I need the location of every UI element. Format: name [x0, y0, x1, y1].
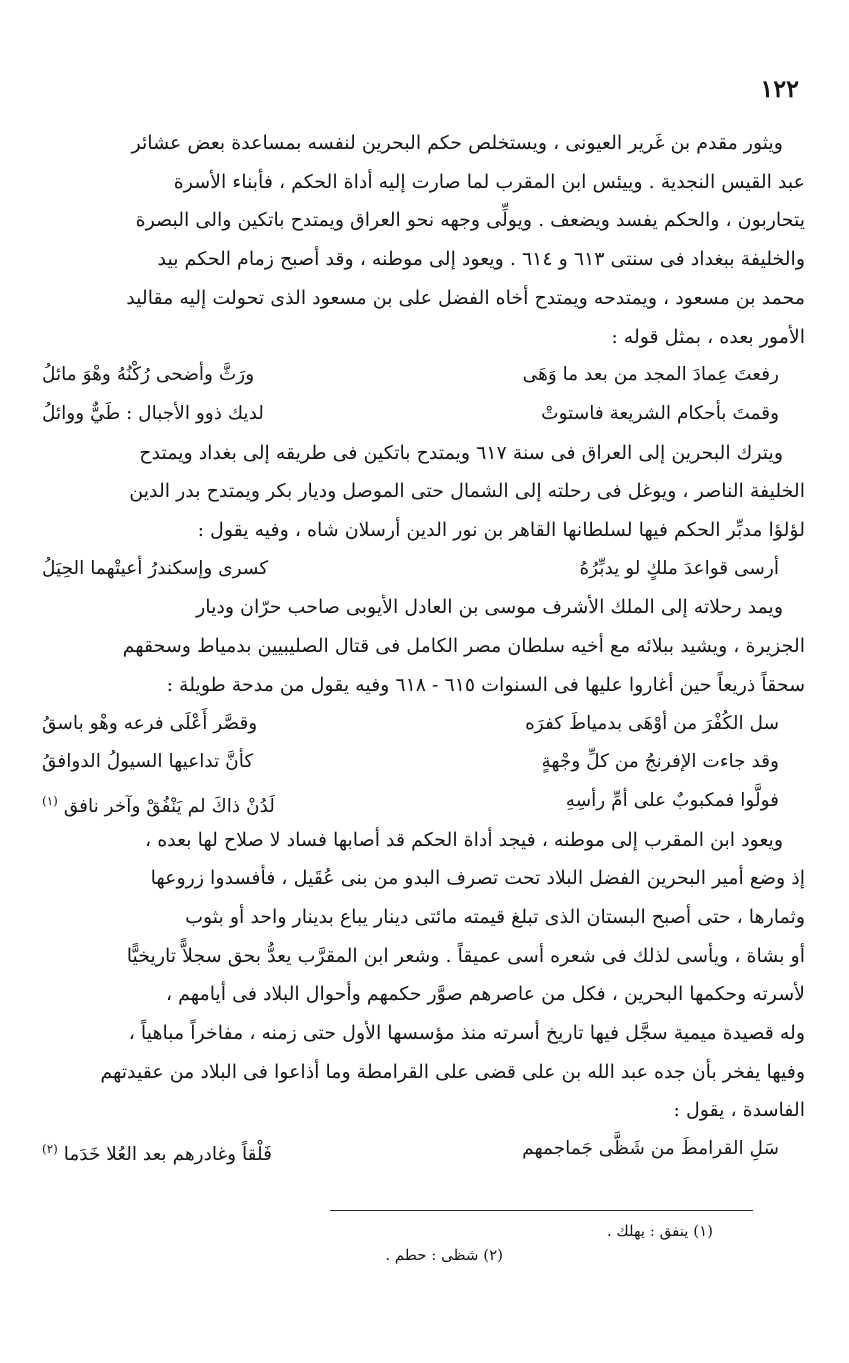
prose-line: الفاسدة ، يقول :	[673, 1099, 805, 1122]
prose-line: سحقاً ذريعاً حين أغاروا عليها فى السنوات ٦١٥ - ٦١٨ وفيه يقول من مدحة طويلة :	[166, 673, 805, 696]
verse-second-hemistich-text: وقصَّر أَعْلَى فرعه وهْو باسقُ	[42, 712, 258, 734]
prose-line: وله قصيدة ميمية سجَّل فيها تاريخ أسرته منذ مؤسسها الأول حتى زمنه ، مفاخراً مباهياً ،	[128, 1022, 805, 1045]
verse-second-hemistich	[38, 782, 275, 821]
verse-second-hemistich	[38, 743, 253, 782]
prose-line: ويترك البحرين إلى العراق فى سنة ٦١٧ ويمتدح باتكين فى طريقه إلى بغداد ويمتدح	[139, 441, 783, 464]
prose-line: لؤلؤا مدبِّر الحكم فيها لسلطانها القاهر بن نور الدين أرسلان شاه ، وفيه يقول :	[197, 519, 805, 541]
prose-line: ويعود ابن المقرب إلى موطنه ، فيجد أداة الحكم قد أصابها فساد لا صلاح لها بعده ،	[145, 828, 783, 851]
verse-first-hemistich: سل الكُفْرَ من أوْهَى بدمياطَ كفرَه	[525, 712, 779, 734]
prose-line: وثمارها ، حتى أصبح البستان الذى تبلغ قيمته مائتى دينار يباع بدينار واحد أو بثوب	[185, 905, 805, 928]
footnotes	[360, 1219, 713, 1267]
prose-line: ويمد رحلاته إلى الملك الأشرف موسى بن العادل الأيوبى صاحب حرّان وديار	[196, 596, 783, 619]
prose-line: لأسرته وحكمها البحرين ، فكل من عاصرهم صوَّر حكمهم وأحوال البلاد فى أيامهم ،	[165, 983, 805, 1006]
footnote-1: (١) ينفق : يهلك .	[606, 1222, 713, 1240]
verse-line	[38, 705, 805, 744]
verse-line	[38, 550, 805, 589]
footnote-2: (٢) شظى : حطم .	[385, 1246, 503, 1264]
prose-line: أو بشاة ، ويأسى لذلك فى شعره أسى عميقاً . وشعر ابن المقرَّب يعدُّ بحق سجلاًّ تاريخيًّا	[126, 944, 805, 967]
body-text	[38, 124, 805, 1169]
verse-line	[38, 395, 805, 434]
verse-second-hemistich-text: لديك ذوو الأجبال : طَيٌّ ووائلُ	[42, 402, 264, 424]
prose-line: الجزيرة ، ويشيد ببلائه مع أخيه سلطان مصر الكامل فى قتال الصليبيين بدمياط وسحقهم	[122, 635, 805, 658]
verse-first-hemistich: وقد جاءت الإفرنجُ من كلِّ وجْهةٍ	[541, 751, 779, 773]
verse-first-hemistich: رفعتَ عِمادَ المجد من بعد ما وَهَى	[522, 364, 779, 386]
verse-line	[38, 743, 805, 782]
verse-first-hemistich: أرسى قواعدَ ملكٍ لو يدبِّرُهُ	[579, 557, 779, 579]
page-number: ١٢٢	[760, 74, 799, 103]
verse-first-hemistich: وقمتَ بأحكام الشريعة فاستوتْ	[541, 402, 779, 424]
verse-second-hemistich-text: فَلْقاً وغادرهم بعد العُلا خَدَما	[63, 1144, 272, 1166]
verse-line	[38, 356, 805, 395]
verse-second-hemistich-text: كسرى وإسكندرُ أعيتْهما الحِيَلُ	[42, 557, 269, 579]
verse-second-hemistich	[38, 1130, 272, 1169]
verse-line	[38, 1130, 805, 1169]
verse-second-hemistich	[38, 356, 254, 395]
footnote-reference: (١)	[42, 793, 58, 808]
prose-line: والخليفة ببغداد فى سنتى ٦١٣ و ٦١٤ . ويعود إلى موطنه ، وقد أصبح زمام الحكم بيد	[157, 248, 805, 271]
verse-second-hemistich-text: كأنَّ تداعيها السيولُ الدوافقُ	[42, 751, 254, 773]
verse-second-hemistich-text: ورَثَّ وأضحى رُكْنُهُ وهْوَ مائلُ	[42, 364, 255, 386]
verse-second-hemistich	[38, 705, 257, 744]
prose-line: يتحاربون ، والحكم يفسد ويضعف . ويولِّى وجهه نحو العراق ويمتدح باتكين والى البصرة	[135, 209, 805, 232]
prose-line: إذ وضع أمير البحرين الفضل البلاد تحت تصرف البدو من بنى عُقَيل ، فأفسدوا زروعها	[150, 867, 805, 890]
verse-second-hemistich-text: لَدُنْ ذاكَ لم يَنْفُقْ وآخر نافق	[63, 796, 275, 818]
prose-line: محمد بن مسعود ، ويمتدحه ويمتدح أخاه الفضل على بن مسعود الذى تحولت إليه مقاليد	[126, 286, 805, 309]
footnote-reference: (٢)	[42, 1142, 58, 1157]
verse-line	[38, 782, 805, 821]
prose-line: الأمور بعده ، بمثل قوله :	[611, 325, 805, 348]
prose-line: ويثور مقدم بن غَرير العيونى ، ويستخلص حكم البحرين لنفسه بمساعدة بعض عشائر	[131, 132, 783, 154]
prose-line: وفيها يفخر بأن جده عبد الله بن على قضى على القرامطة وما أذاعوا فى البلاد من عقيدتهم	[100, 1060, 805, 1083]
verse-second-hemistich	[38, 395, 264, 434]
verse-second-hemistich	[38, 550, 268, 589]
prose-line: الخليفة الناصر ، ويوغل فى رحلته إلى الشمال حتى الموصل وديار بكر ويمتدح بدر الدين	[129, 480, 805, 503]
verse-first-hemistich: سَلِ القرامطَ من شَظَّى جَماجمهم	[522, 1138, 779, 1160]
prose-line: عبد القيس النجدية . وييئس ابن المقرب لما صارت إليه أداة الحكم ، فأبناء الأسرة	[173, 170, 805, 193]
verse-first-hemistich: فولَّوا فمكبوبٌ على أمِّ رأسِهِ	[565, 789, 779, 811]
footnote-divider	[330, 1210, 753, 1211]
